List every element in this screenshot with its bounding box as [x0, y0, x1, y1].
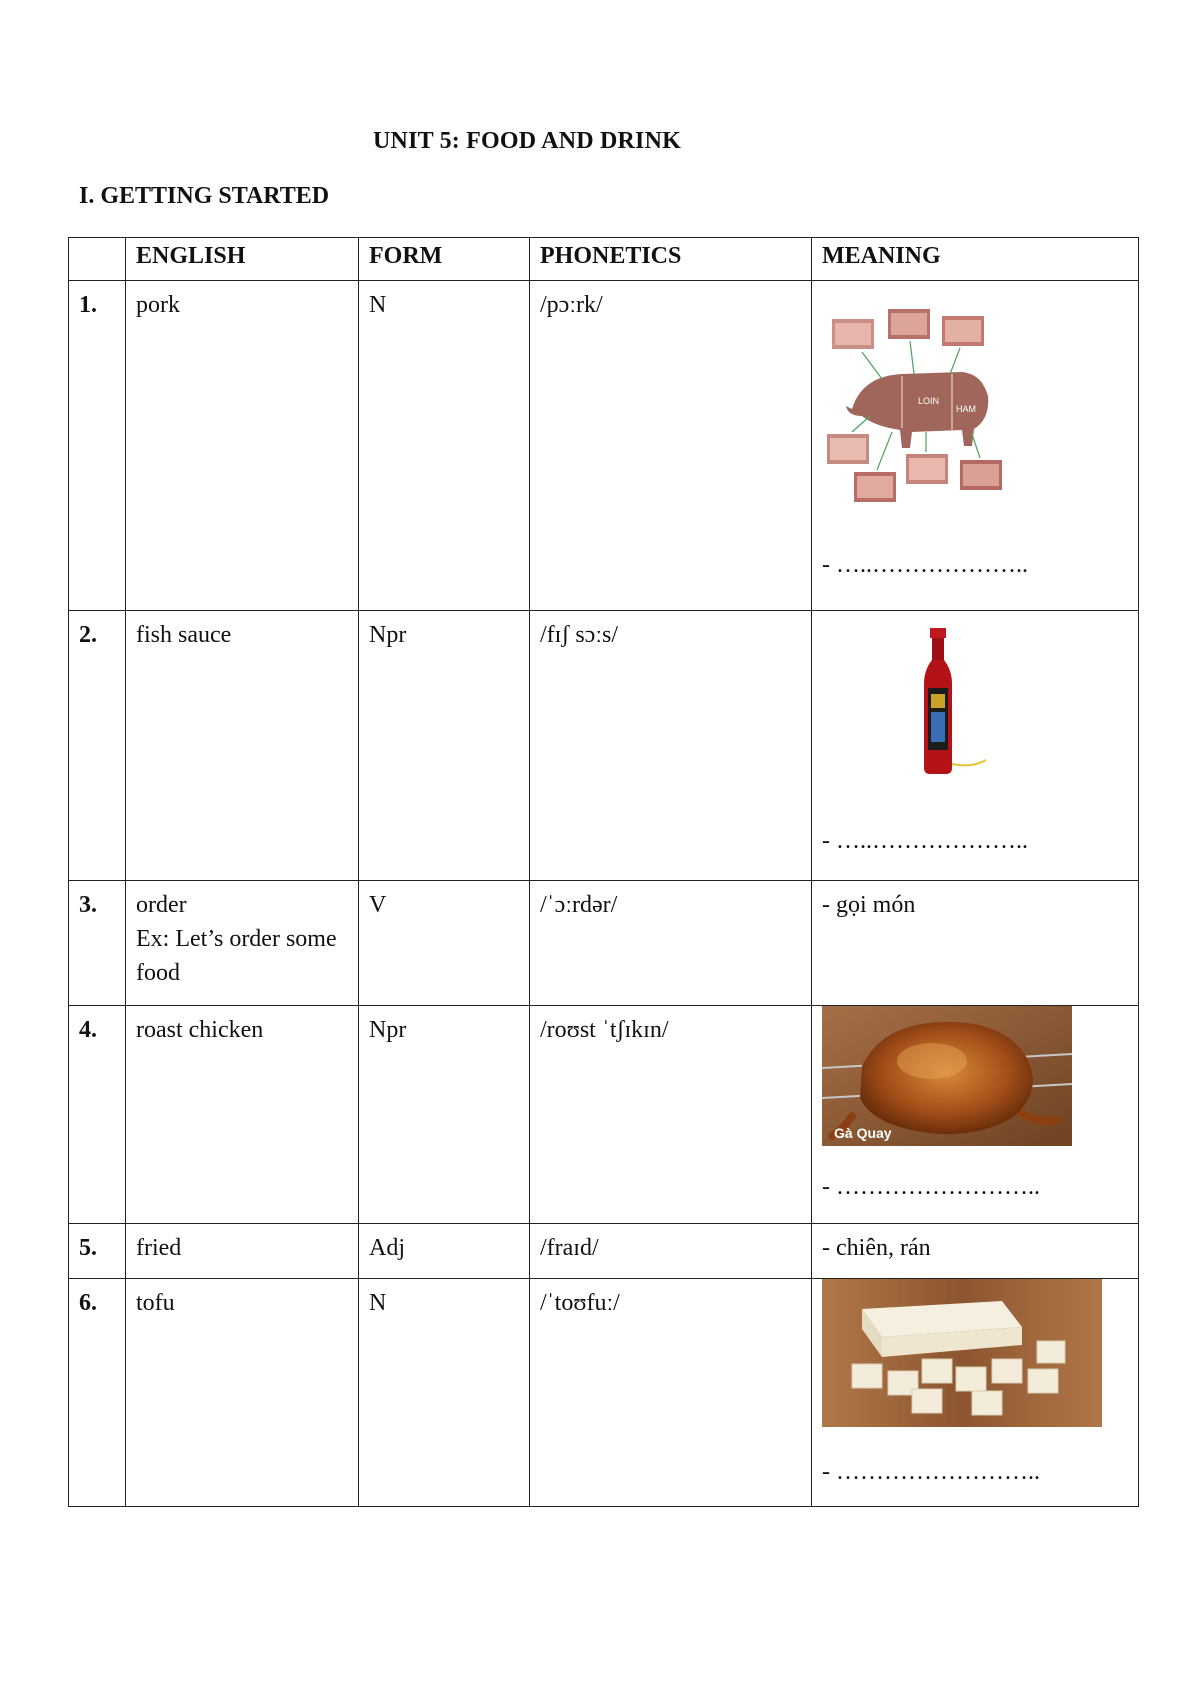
english-word: fish sauce: [126, 611, 359, 881]
meaning-cell: [812, 611, 1139, 881]
header-form: FORM: [359, 238, 530, 281]
row-number: 4.: [69, 1006, 126, 1224]
phonetics: /fɪʃ sɔːs/: [530, 611, 812, 881]
row-number: 6.: [69, 1279, 126, 1507]
meaning-cell: [812, 1006, 1139, 1224]
header-phonetics: PHONETICS: [530, 238, 812, 281]
meaning-cell: [812, 1279, 1139, 1507]
phonetics: /ˈtoʊfuː/: [530, 1279, 812, 1507]
english-word: tofu: [126, 1279, 359, 1507]
meaning-blank: - ……………………..: [822, 1459, 1040, 1485]
phonetics: /roʊst ˈtʃɪkɪn/: [530, 1006, 812, 1224]
table-header-row: [69, 238, 1139, 281]
table-row: [69, 611, 1139, 881]
phonetics: /ˈɔːrdər/: [530, 881, 812, 1006]
meaning-blank: - ……………………..: [822, 1174, 1040, 1200]
image-caption: Gà Quay: [834, 1125, 892, 1141]
tofu-image: [822, 1279, 1102, 1427]
header-num: [69, 238, 126, 281]
meaning-blank: - …..………………..: [822, 552, 1028, 578]
header-english: ENGLISH: [126, 238, 359, 281]
roast-chicken-image: [822, 1006, 1072, 1146]
meaning-text: - gọi món: [812, 881, 1139, 1006]
english-word: pork: [126, 281, 359, 611]
word-form: N: [359, 281, 530, 611]
word-form: Adj: [359, 1224, 530, 1279]
example-sentence: Ex: Let’s order some food: [136, 926, 337, 986]
fish-sauce-bottle-image: [902, 628, 992, 778]
english-word: fried: [126, 1224, 359, 1279]
vocabulary-table: [68, 237, 1139, 1507]
row-number: 3.: [69, 881, 126, 1006]
row-number: 1.: [69, 281, 126, 611]
english-word: roast chicken: [126, 1006, 359, 1224]
table-row: [69, 1224, 1139, 1279]
table-row: [69, 1006, 1139, 1224]
page-title: UNIT 5: FOOD AND DRINK: [373, 128, 681, 154]
word-form: Npr: [359, 1006, 530, 1224]
row-number: 2.: [69, 611, 126, 881]
phonetics: /fraɪd/: [530, 1224, 812, 1279]
pork-cuts-image: [822, 304, 1012, 504]
meaning-blank: - …..………………..: [822, 828, 1028, 854]
meaning-cell: [812, 281, 1139, 611]
meaning-text: - chiên, rán: [812, 1224, 1139, 1279]
row-number: 5.: [69, 1224, 126, 1279]
word-form: Npr: [359, 611, 530, 881]
table-row: [69, 881, 1139, 1006]
header-meaning: MEANING: [812, 238, 1139, 281]
section-title: I. GETTING STARTED: [79, 183, 330, 209]
english-word: order: [136, 892, 187, 918]
phonetics: /pɔːrk/: [530, 281, 812, 611]
word-form: N: [359, 1279, 530, 1507]
pork-label-ham: HAM: [956, 404, 976, 414]
english-cell: [126, 881, 359, 1006]
word-form: V: [359, 881, 530, 1006]
table-row: [69, 1279, 1139, 1507]
table-row: [69, 281, 1139, 611]
pork-label-loin: LOIN: [918, 396, 940, 406]
